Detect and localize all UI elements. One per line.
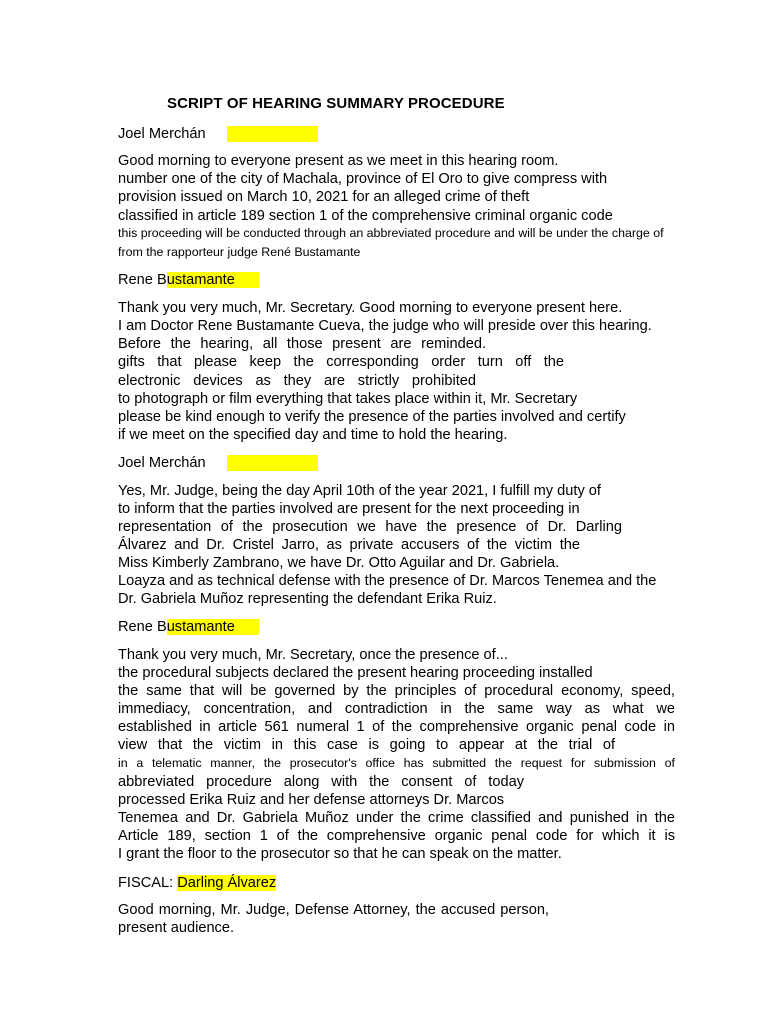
text-line: Article 189, section 1 of the comprehensive organic penal code for which it is — [118, 828, 675, 844]
speaker-name: Joel Merchán — [118, 126, 206, 142]
text-line: Dr. Gabriela Muñoz representing the defendant Erika Ruiz. — [118, 591, 497, 607]
speaker-name-highlighted: Darling Álvarez — [177, 875, 277, 891]
text-line: Good morning to everyone present as we meet in this hearing room. — [118, 153, 559, 169]
text-line: present audience. — [118, 920, 235, 936]
text-line: electronic devices as they are strictly prohibited — [118, 373, 476, 389]
text-line: this proceeding will be conducted through an abbreviated procedure and will be under the charge of — [118, 226, 664, 240]
speaker-role: FISCAL: — [118, 875, 178, 891]
text-line: Good morning, Mr. Judge, Defense Attorney, the accused person, — [118, 902, 549, 918]
text-line: abbreviated procedure along with the consent of today — [118, 774, 524, 790]
text-line: gifts that please keep the corresponding order turn off the — [118, 354, 564, 370]
text-line: Before the hearing, all those present are reminded. — [118, 336, 486, 352]
text-line: to inform that the parties involved are present for the next proceeding in — [118, 501, 580, 517]
speaker-name-plain: Rene B — [118, 272, 167, 288]
text-line: please be kind enough to verify the presence of the parties involved and certify — [118, 409, 626, 425]
text-line: representation of the prosecution we have the presence of Dr. Darling — [118, 519, 622, 535]
text-line: number one of the city of Machala, province of El Oro to give compress with — [118, 171, 608, 187]
text-line: Thank you very much, Mr. Secretary, once the presence of... — [118, 647, 508, 663]
speaker-name-highlighted: ustamante — [167, 272, 259, 288]
speaker-name — [118, 618, 259, 636]
text-line: I am Doctor Rene Bustamante Cueva, the judge who will preside over this hearing. — [118, 318, 652, 334]
text-line: if we meet on the specified day and time to hold the hearing. — [118, 427, 508, 443]
speaker-name — [118, 271, 259, 289]
highlight-marker — [227, 455, 318, 471]
document-title: SCRIPT OF HEARING SUMMARY PROCEDURE — [167, 95, 505, 112]
highlight-marker — [227, 126, 318, 142]
text-line: provision issued on March 10, 2021 for an alleged crime of theft — [118, 189, 530, 205]
text-line: Álvarez and Dr. Cristel Jarro, as private accusers of the victim the — [118, 537, 580, 553]
text-line: Thank you very much, Mr. Secretary. Good morning to everyone present here. — [118, 300, 623, 316]
text-line: view that the victim in this case is going to appear at the trial of — [118, 737, 615, 753]
text-line: classified in article 189 section 1 of the comprehensive criminal organic code — [118, 208, 613, 224]
text-line: Yes, Mr. Judge, being the day April 10th of the year 2021, I fulfill my duty of — [118, 483, 601, 499]
speaker-name: Joel Merchán — [118, 455, 206, 471]
text-line: Miss Kimberly Zambrano, we have Dr. Otto Aguilar and Dr. Gabriela. — [118, 555, 560, 571]
text-line: processed Erika Ruiz and her defense attorneys Dr. Marcos — [118, 792, 505, 808]
text-line: the procedural subjects declared the present hearing proceeding installed — [118, 665, 593, 681]
speaker-name-plain: Rene B — [118, 619, 167, 635]
text-line: immediacy, concentration, and contradiction in the same way as what we — [118, 701, 675, 717]
text-line: established in article 561 numeral 1 of the comprehensive organic penal code in — [118, 719, 675, 735]
text-line: Tenemea and Dr. Gabriela Muñoz under the crime classified and punished in the — [118, 810, 675, 826]
speaker-name-highlighted: ustamante — [167, 619, 259, 635]
text-line: I grant the floor to the prosecutor so that he can speak on the matter. — [118, 846, 562, 862]
speaker-name — [118, 874, 276, 892]
text-line: the same that will be governed by the principles of procedural economy, speed, — [118, 683, 675, 699]
text-line: Loayza and as technical defense with the presence of Dr. Marcos Tenemea and the — [118, 573, 657, 589]
text-line: to photograph or film everything that takes place within it, Mr. Secretary — [118, 391, 578, 407]
text-line: from the rapporteur judge René Bustamante — [118, 245, 361, 259]
text-line: in a telematic manner, the prosecutor's office has submitted the request for submission of — [118, 756, 675, 770]
